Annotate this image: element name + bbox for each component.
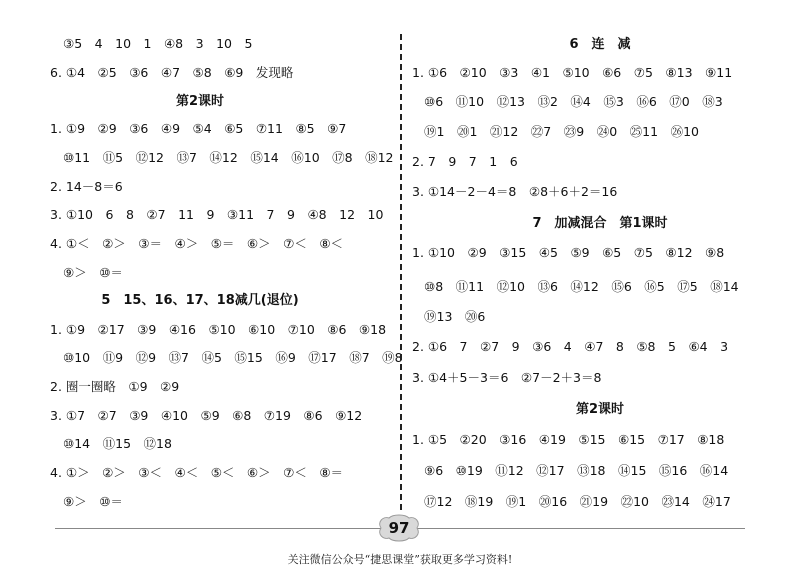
answer-line: ⑩11 ⑪5 ⑫12 ⑬7 ⑭12 ⑮14 ⑯10 ⑰8 ⑱12 — [63, 150, 394, 165]
footer-text: 关注微信公众号“捷思课堂”获取更多学习资料! — [287, 553, 513, 566]
answer-line: ⑨6 ⑩19 ⑪12 ⑫17 ⑬18 ⑭15 ⑮16 ⑯14 — [424, 463, 729, 478]
answer-line: 6. ①4 ②5 ③6 ④7 ⑤8 ⑥9 发现略 — [50, 65, 294, 80]
answer-line: 3. ①7 ②7 ③9 ④10 ⑤9 ⑥8 ⑦19 ⑧6 ⑨12 — [50, 408, 363, 423]
section-heading: 5 15、16、17、18减几(退位) — [101, 293, 299, 308]
answer-line: 3. ①10 6 8 ②7 11 9 ③11 7 9 ④8 12 10 — [50, 207, 384, 222]
answer-line: 1. ①6 ②10 ③3 ④1 ⑤10 ⑥6 ⑦5 ⑧13 ⑨11 — [412, 65, 733, 80]
section-heading: 7 加减混合 第1课时 — [532, 216, 668, 231]
section-heading: 第2课时 — [575, 402, 625, 417]
answer-line: 2. 14－8＝6 — [50, 179, 123, 194]
column-divider — [400, 34, 402, 510]
answer-line: 1. ①9 ②17 ③9 ④16 ⑤10 ⑥10 ⑦10 ⑧6 ⑨18 — [50, 322, 387, 337]
answer-line: 1. ①10 ②9 ③15 ④5 ⑤9 ⑥5 ⑦5 ⑧12 ⑨8 — [412, 245, 725, 260]
section-heading: 6 连 减 — [569, 37, 631, 52]
section-heading: 第2课时 — [175, 94, 225, 109]
answer-line: ⑲13 ⑳6 — [424, 309, 486, 324]
answer-line: 4. ①＞ ②＞ ③＜ ④＜ ⑤＜ ⑥＞ ⑦＜ ⑧＝ — [50, 465, 344, 480]
answer-line: ③5 4 10 1 ④8 3 10 5 — [63, 36, 253, 51]
answer-line: 2. ①6 7 ②7 9 ③6 4 ④7 8 ⑤8 5 ⑥4 3 — [412, 339, 729, 354]
answer-line: ⑨＞ ⑩＝ — [63, 265, 123, 280]
answer-line: ⑩14 ⑪15 ⑫18 — [63, 436, 172, 451]
answer-line: ⑲1 ⑳1 ㉑12 ㉒7 ㉓9 ㉔0 ㉕11 ㉖10 — [424, 124, 699, 139]
answer-line: 3. ①4＋5－3＝6 ②7－2＋3＝8 — [412, 370, 602, 385]
answer-line: 4. ①＜ ②＞ ③＝ ④＞ ⑤＝ ⑥＞ ⑦＜ ⑧＜ — [50, 236, 344, 251]
answer-line: ⑰12 ⑱19 ⑲1 ⑳16 ㉑19 ㉒10 ㉓14 ㉔17 — [424, 494, 731, 509]
answer-line: ⑩6 ⑪10 ⑫13 ⑬2 ⑭4 ⑮3 ⑯6 ⑰0 ⑱3 — [424, 94, 723, 109]
page-number: 97 — [388, 519, 410, 537]
answer-line: 1. ①9 ②9 ③6 ④9 ⑤4 ⑥5 ⑦11 ⑧5 ⑨7 — [50, 121, 347, 136]
page-number-badge — [375, 514, 423, 542]
answer-line: ⑩10 ⑪9 ⑫9 ⑬7 ⑭5 ⑮15 ⑯9 ⑰17 ⑱7 ⑲8 — [63, 350, 403, 365]
answer-line: 1. ①5 ②20 ③16 ④19 ⑤15 ⑥15 ⑦17 ⑧18 — [412, 432, 725, 447]
answer-line: 2. 圈一圈略 ①9 ②9 — [50, 379, 180, 394]
answer-line: 3. ①14－2－4＝8 ②8＋6＋2＝16 — [412, 184, 618, 199]
answer-line: 2. 7 9 7 1 6 — [412, 154, 518, 169]
answer-line: ⑨＞ ⑩＝ — [63, 494, 123, 509]
answer-line: ⑩8 ⑪11 ⑫10 ⑬6 ⑭12 ⑮6 ⑯5 ⑰5 ⑱14 — [424, 279, 739, 294]
